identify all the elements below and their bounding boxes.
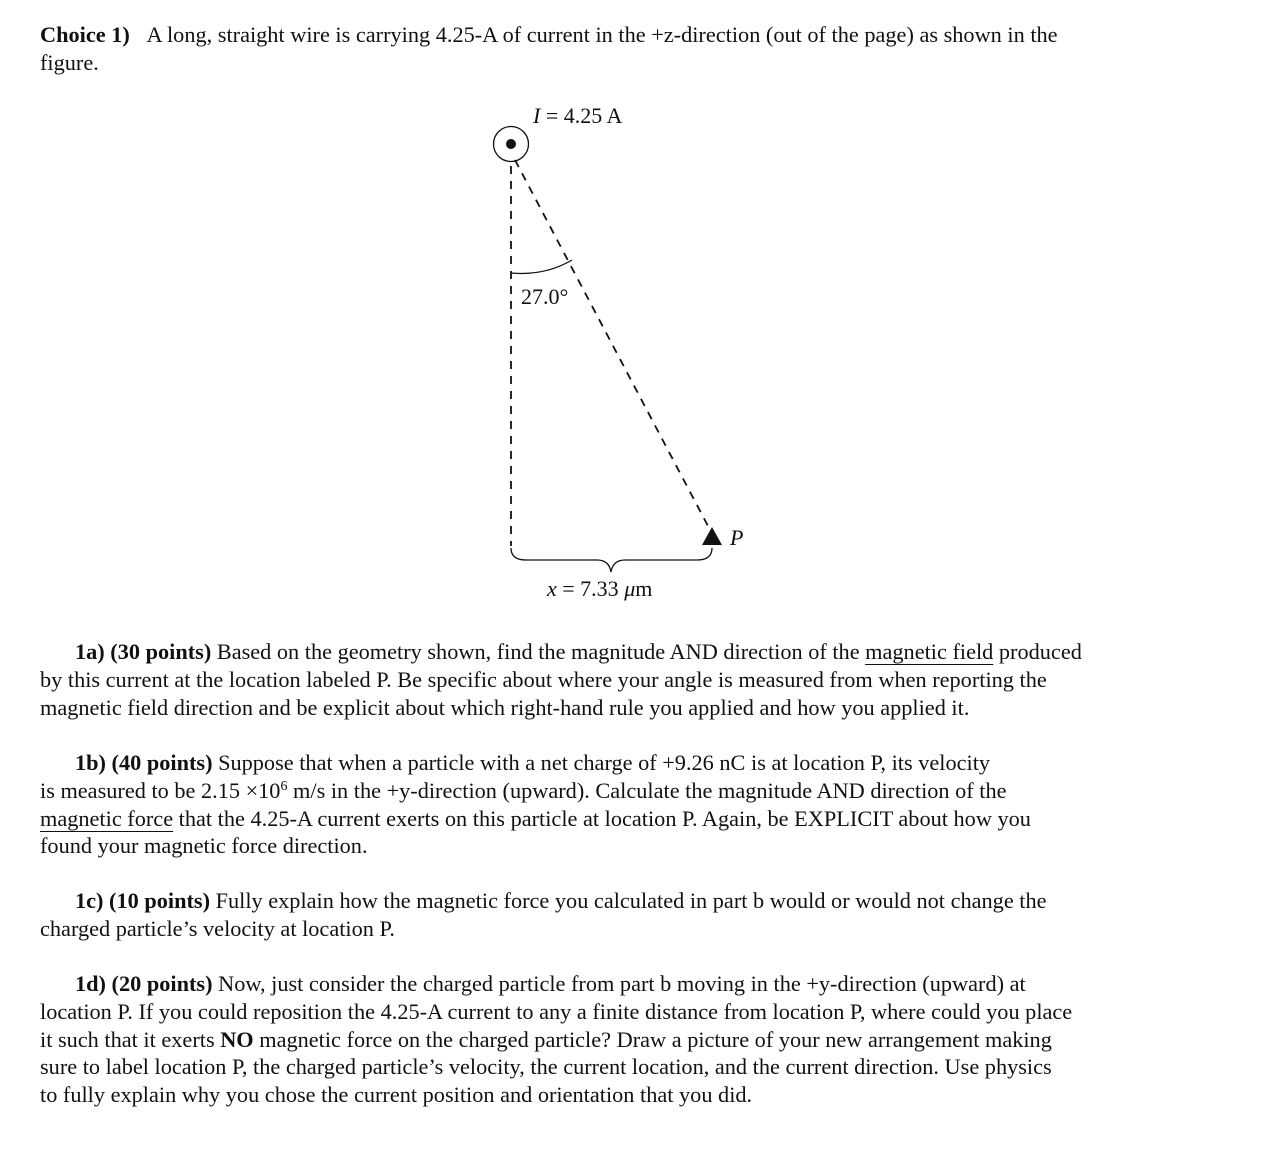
- distance-brace: [511, 548, 712, 572]
- part-1d-line5: to fully explain why you chose the current position and orientation that you did.: [40, 1082, 753, 1108]
- part-1a: 1a) (30 points) Based on the geometry shown, find the magnitude AND direction of the magnetic field produced by this current at the location labeled P. Be specific about where your angle is measured from when reporting the magnetic field direction and be explicit about which right-hand rule you applied and how you applied it.: [40, 638, 1208, 721]
- part-1d: 1d) (20 points) Now, just consider the charged particle from part b moving in the +y-direction (upward) at location P. If you could reposition the 4.25-A current to any a finite distance from location P, where could you place it such that it exerts NO magnetic force on the charged particle? Draw a picture of your new arrangement making sure to label location P, the charged particle’s velocity, the current location, and the current direction. Use physics to fully explain why you chose the current position and orientation that you did.: [40, 970, 1208, 1109]
- current-out-of-page-icon: [494, 127, 529, 162]
- part-1a-line3: magnetic field direction and be explicit about which right-hand rule you applied and how you applied it.: [40, 694, 970, 720]
- magnetic-force-term: magnetic force: [40, 805, 174, 831]
- current-label: I = 4.25 A: [533, 103, 623, 128]
- angle-arc: [511, 260, 572, 273]
- part-1c-line2: charged particle’s velocity at location P.: [40, 915, 395, 941]
- part-1d-label: 1d) (20 points): [75, 971, 213, 996]
- part-1b-label: 1b) (40 points): [75, 750, 213, 775]
- part-1d-line4: sure to label location P, the charged particle’s velocity, the current location, and the current direction. Use physics: [40, 1054, 1052, 1080]
- part-1b-line4: found your magnetic force direction.: [40, 833, 368, 859]
- part-1c-label: 1c) (10 points): [75, 888, 211, 913]
- point-p-marker-icon: [702, 527, 722, 545]
- intro-text-line1: A long, straight wire is carrying 4.25-A of current in the +z-direction (out of the page) as shown in the: [146, 22, 1058, 47]
- exponent: 6: [280, 778, 288, 794]
- angle-label: 27.0°: [521, 284, 569, 309]
- part-1b: 1b) (40 points) Suppose that when a particle with a net charge of +9.26 nC is at location P, its velocity is measured to be $2.15 \times 10^6$ m/s in the +y-direction (upward). Calculate the magnitude AND direction of the magnetic force that the 4.25-A current exerts on this particle at location P. Again, be EXPLICIT about how you found your magnetic force direction.: [40, 749, 1208, 860]
- part-1a-line2: by this current at the location labeled P. Be specific about where your angle is measured from when reporting the: [40, 666, 1047, 692]
- distance-label: x = 7.33 μm: [547, 576, 653, 601]
- part-1a-label: 1a) (30 points): [75, 639, 212, 664]
- no-emphasis: NO: [220, 1026, 254, 1052]
- problem-label: Choice 1): [40, 22, 130, 47]
- point-p-label: P: [730, 525, 744, 550]
- line-to-point-p: [515, 160, 708, 526]
- magnetic-field-term: magnetic field: [865, 639, 994, 664]
- intro-text-line2: figure.: [40, 49, 99, 75]
- part-1c: 1c) (10 points) Fully explain how the magnetic force you calculated in part b would or would not change the charged particle’s velocity at location P.: [40, 887, 1208, 943]
- part-1d-line2: location P. If you could reposition the 4.25-A current to any a finite distance from location P, where could you place: [40, 998, 1073, 1024]
